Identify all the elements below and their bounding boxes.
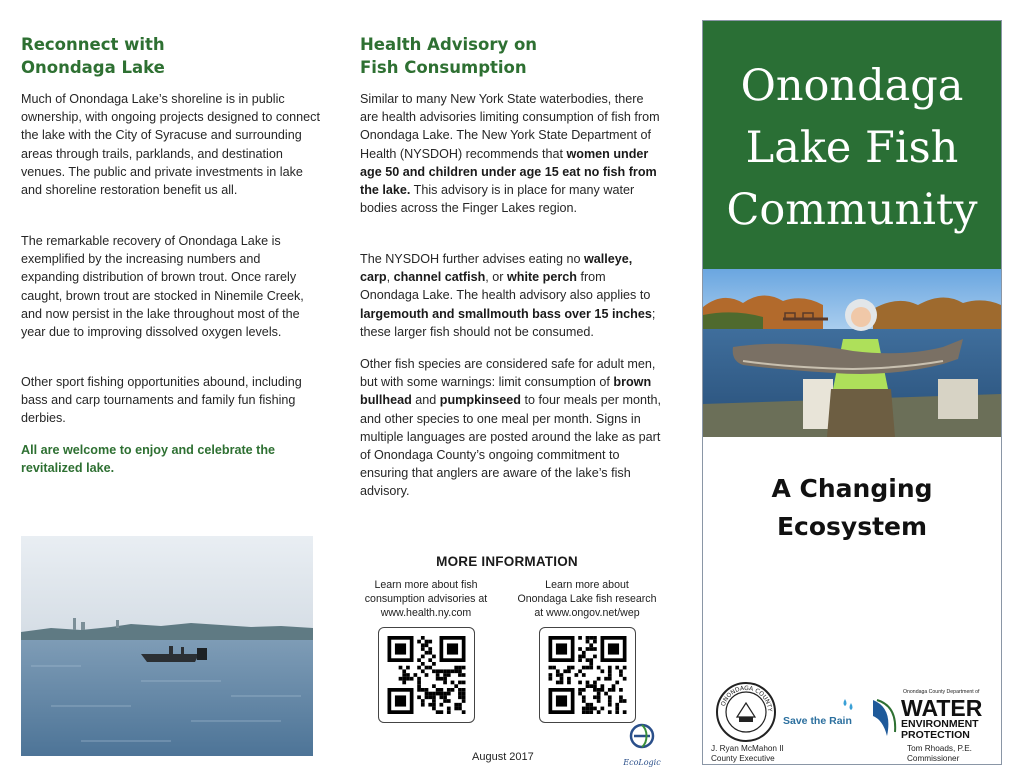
health-qr-code[interactable] [378,627,475,723]
heading-line: Onondaga Lake [21,58,165,77]
cover-title [703,55,1001,241]
caption-line: consumption advisories at [364,593,488,605]
executive-title: County Executive [711,754,775,763]
advisory-paragraph [360,90,660,217]
commissioner-name: Tom Rhoads, P.E. [907,744,972,753]
bold-text-run: channel catfish [393,270,486,285]
ongov-qr-code[interactable] [539,627,636,723]
text-run: , [386,270,394,285]
middle-panel [336,0,678,783]
caption-line: Learn more about fish [374,579,478,591]
welcome-callout: All are welcome to enjoy and celebrate the revitalized lake. [21,443,276,476]
brown-trout-paragraph: The remarkable recovery of Onondaga Lake is exemplified by the increasing numbers and expanding distribution of brown trout. Once rarely caught, brown trout are stocked in Ninemile Creek, and now persist in the lake throughout most of the year due to improving dissolved oxygen levels. [21,234,304,340]
save-the-rain-label: Save the Rain [783,715,852,727]
bold-text-run: largemouth and smallmouth bass over 15 inches [360,306,652,321]
wep-water-label: WATER [901,695,983,721]
text-run: Similar to many New York State waterbodies, there are health advisories limiting consumption of fish from Onondaga Lake. The New York State Department of Health (NYSDOH) recommends that [360,92,660,161]
title-line: Onondaga [740,61,964,111]
girl-holding-fish-photo [703,269,1001,437]
text-run: Other fish species are considered safe for adult men, but with some warnings: limit consumption of [360,357,656,390]
text-run: from Onondaga Lake. The health advisory also applies to [360,270,651,303]
caption-line: Onondaga Lake fish research [517,593,657,605]
sport-fishing-paragraph: Other sport fishing opportunities abound, including bass and carp tournaments and family fun fishing derbies. [21,375,302,426]
reconnect-heading [21,33,321,79]
health-advisory-heading [360,33,660,79]
publication-date: August 2017 [472,751,534,763]
cover-subtitle [703,470,1001,546]
safe-species-paragraph [360,355,665,501]
commissioner-title: Commissioner [907,754,960,763]
qr-code-graphic [548,636,627,714]
health-qr-caption [346,578,506,622]
reconnect-paragraph: Much of Onondaga Lake’s shoreline is in public ownership, with ongoing projects designed to connect the lake with the City of Syracuse and surrounding areas through trails, parklands, and destination venues. The public and private investments in lake and shoreline restoration benefit us all. [21,92,320,198]
qr-code-graphic [387,636,466,714]
title-banner [703,21,1001,269]
title-line: Lake Fish [745,123,959,173]
bold-text-run: women under age 50 and children under age 15 eat no fish from the lake. [360,146,657,198]
text-run: , or [485,270,507,285]
executive-name: J. Ryan McMahon II [711,744,784,753]
heading-line: Fish Consumption [360,58,527,77]
wep-environment-label: ENVIRONMENT [901,718,979,730]
heading-line: Health Advisory on [360,35,538,54]
county-executive-credit [711,744,784,764]
caption-line: at www.ongov.net/wep [534,607,640,619]
subtitle-line: A Changing [771,474,933,503]
text-run: ; these larger fish should not be consumed. [360,306,656,339]
bold-text-run: pumpkinseed [439,393,521,408]
ecologic-label: EcoLogic [623,758,661,767]
subtitle-line: Ecosystem [776,512,928,541]
commissioner-credit [907,744,972,764]
caption-line: Learn more about [545,579,629,591]
more-information-heading: MORE INFORMATION [436,554,578,569]
text-run: and [411,393,440,408]
bold-text-run: brown bullhead [360,375,652,408]
ongov-qr-caption [507,578,667,622]
cover-panel [702,20,1002,765]
wep-protection-label: PROTECTION [901,729,970,741]
ecologic-logo [622,720,662,770]
left-panel [0,0,336,783]
county-seal-logo [715,681,777,743]
heading-line: Reconnect with [21,35,165,54]
wep-logo [871,686,999,746]
bold-text-run: walleye, carp [360,252,633,285]
bold-text-run: white perch [507,270,577,285]
species-advisory-paragraph [360,250,660,341]
save-the-rain-logo [783,697,863,737]
lake-boat-photo [21,536,313,756]
wep-department-label: Onondaga County Department of [903,689,980,695]
ongov-qr-block [507,578,667,723]
title-line: Community [726,185,978,235]
seal-text: ONONDAGA COUNTY [719,684,774,712]
text-run: to four meals per month, and other species to one meal per month. Signs in multiple languages are posted around the lake as part of Onondaga County’s ongoing commitment to ensuring that anglers are aware of the lake’s fish advisory. [360,393,661,499]
caption-line: www.health.ny.com [380,607,472,619]
health-qr-block [346,578,506,723]
text-run: The NYSDOH further advises eating no [360,252,584,266]
text-run: This advisory is in place for many water bodies across the Finger Lakes region. [360,183,635,216]
